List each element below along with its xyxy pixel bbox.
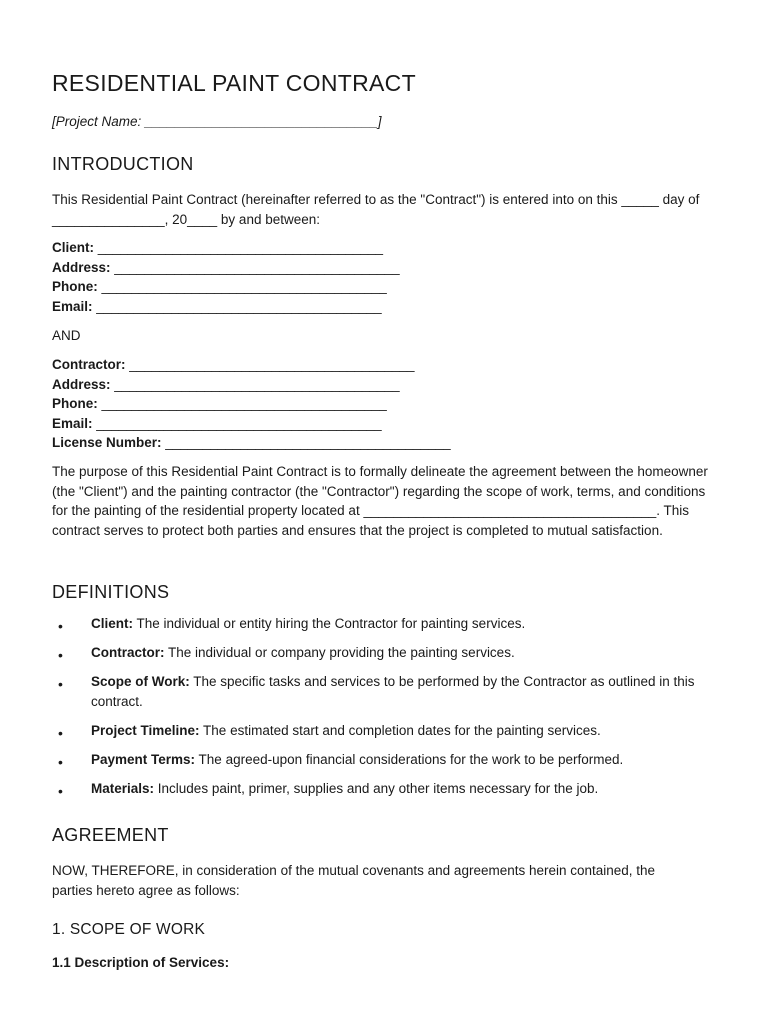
field-label: Address:: [52, 259, 111, 275]
definition-term: Materials:: [91, 780, 155, 796]
project-name-line: [Project Name: _______________________________]: [52, 114, 382, 129]
contractor-email-field: [52, 414, 451, 434]
definition-item: [52, 721, 718, 741]
definition-term: Payment Terms:: [91, 751, 196, 767]
field-blank: ______________________________________: [125, 357, 415, 372]
definition-text: The specific tasks and services to be performed by the Contractor as outlined in this contract.: [91, 674, 695, 709]
contractor-fields: [52, 355, 451, 453]
field-blank: ______________________________________: [94, 240, 384, 255]
definition-item: [52, 614, 718, 634]
field-label: Address:: [52, 376, 111, 392]
field-label: License Number:: [52, 435, 162, 450]
field-blank: ______________________________________: [97, 279, 387, 294]
contractor-address-field: [52, 375, 451, 395]
definition-text: The individual or company providing the painting services.: [164, 645, 515, 660]
definition-item: [52, 643, 718, 663]
bullet-icon: •: [58, 676, 63, 692]
and-text: AND: [52, 328, 81, 343]
definitions-heading: DEFINITIONS: [52, 582, 170, 602]
contractor-phone-field: [52, 394, 451, 414]
license-number-field: [52, 433, 451, 453]
field-label: Email:: [52, 298, 93, 314]
agreement-paragraph: NOW, THEREFORE, in consideration of the mutual covenants and agreements herein contained, the parties hereto agree as follows:: [52, 863, 656, 898]
field-blank: ______________________________________: [97, 396, 387, 411]
document-title: RESIDENTIAL PAINT CONTRACT: [52, 70, 416, 96]
client-phone-field: [52, 277, 400, 297]
client-address-field: [52, 258, 400, 278]
introduction-heading: INTRODUCTION: [52, 154, 194, 174]
definition-term: Scope of Work:: [91, 674, 190, 689]
bullet-icon: •: [58, 724, 63, 741]
definition-item: [52, 750, 718, 770]
field-blank: ______________________________________: [161, 435, 451, 450]
field-blank: ______________________________________: [110, 259, 400, 275]
definition-text: The agreed-upon financial considerations for the work to be performed.: [195, 751, 624, 767]
definition-text: Includes paint, primer, supplies and any other items necessary for the job.: [154, 780, 599, 796]
bullet-icon: •: [58, 647, 63, 663]
field-label: Phone:: [52, 279, 98, 294]
bullet-icon: •: [58, 753, 63, 770]
field-label: Email:: [52, 415, 93, 431]
definition-item: [52, 672, 718, 711]
bullet-icon: •: [58, 618, 63, 634]
client-field: [52, 238, 400, 258]
definition-item: [52, 779, 718, 799]
field-label: Contractor:: [52, 357, 126, 372]
scope-subheading: 1.1 Description of Services:: [52, 955, 230, 970]
scope-heading: 1. SCOPE OF WORK: [52, 921, 206, 938]
field-blank: ______________________________________: [92, 415, 382, 431]
field-blank: ______________________________________: [110, 376, 400, 392]
introduction-paragraph: This Residential Paint Contract (hereinafter referred to as the "Contract") is entered into on this _____ day of _______________, 20____ by and between:: [52, 192, 700, 227]
definition-term: Project Timeline:: [91, 722, 200, 738]
definition-text: The individual or entity hiring the Contractor for painting services.: [133, 616, 526, 631]
contractor-field: [52, 355, 451, 375]
bullet-icon: •: [58, 782, 63, 799]
definition-text: The estimated start and completion dates for the painting services.: [199, 722, 601, 738]
agreement-heading: AGREEMENT: [52, 825, 169, 845]
field-label: Client:: [52, 240, 94, 255]
definitions-list: [52, 614, 718, 808]
client-fields: [52, 238, 400, 316]
purpose-paragraph: The purpose of this Residential Paint Contract is to formally delineate the agreement between the homeowner (the "Client") and the painting contractor (the "Contractor") regarding the scope of work, terms, and conditions for the painting of the residential property located at _______________________________________. This contract serves to protect both parties and ensures that the project is completed to mutual satisfaction.: [52, 464, 708, 538]
definition-term: Contractor:: [91, 645, 165, 660]
field-blank: ______________________________________: [92, 298, 382, 314]
client-email-field: [52, 297, 400, 317]
definition-term: Client:: [91, 616, 133, 631]
field-label: Phone:: [52, 396, 98, 411]
